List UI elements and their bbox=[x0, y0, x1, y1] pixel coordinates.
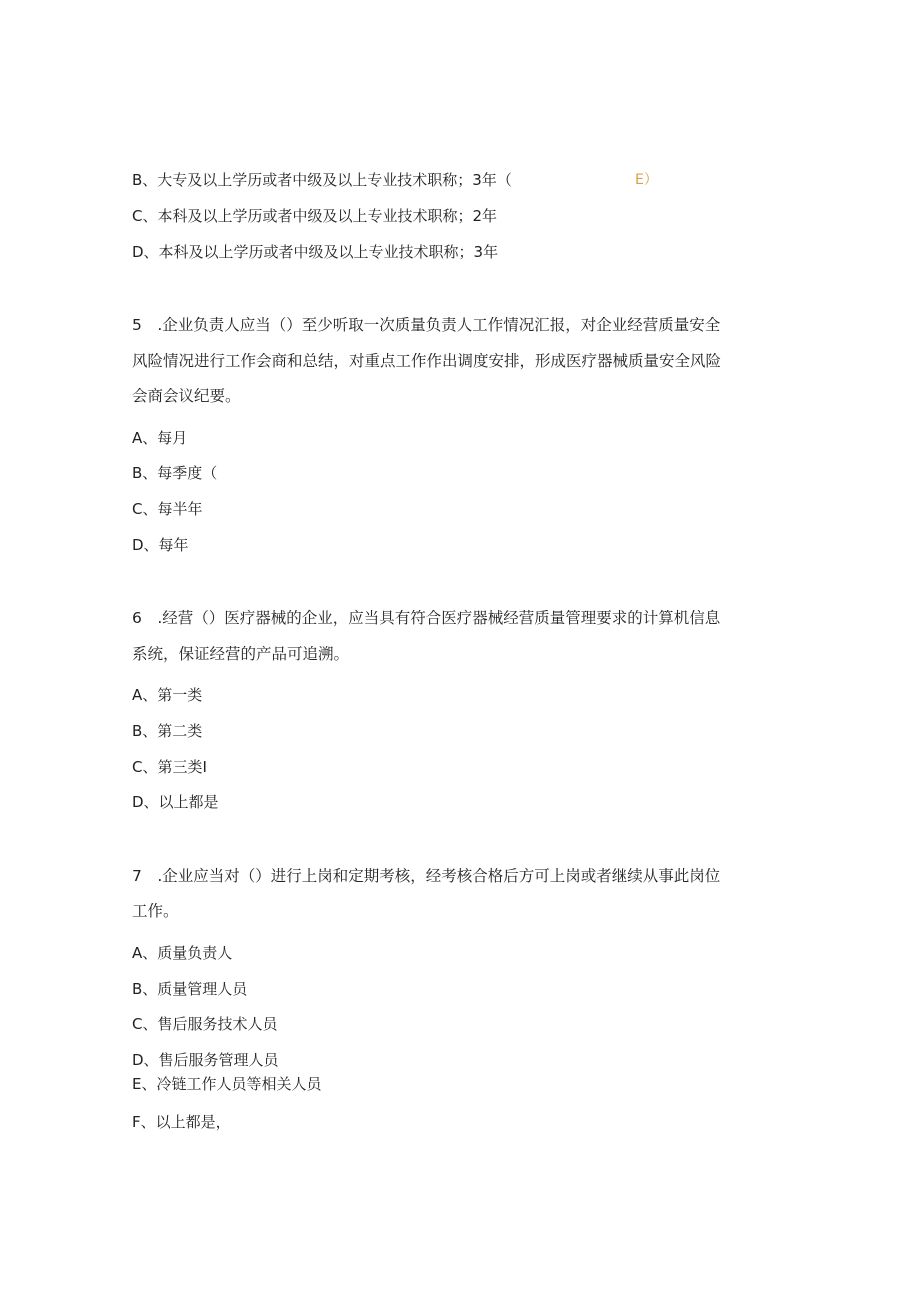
q5-option-d: D、每年 bbox=[132, 536, 189, 554]
answer-mark: E） bbox=[635, 172, 658, 188]
q6-option-d: D、以上都是 bbox=[132, 793, 219, 811]
q6-option-a: A、第一类 bbox=[132, 686, 203, 704]
q7-text-line-2: 工作。 bbox=[132, 902, 179, 920]
prev-option-b: B、大专及以上学历或者中级及以上专业技术职称；3年（ bbox=[132, 171, 512, 189]
prev-option-d: D、本科及以上学历或者中级及以上专业技术职称；3年 bbox=[132, 243, 499, 261]
q7-option-a: A、质量负责人 bbox=[132, 944, 233, 962]
q7-option-d: D、售后服务管理人员 bbox=[132, 1051, 279, 1069]
q5-text-line-1: 5 .企业负责人应当（）至少听取一次质量负责人工作情况汇报，对企业经营质量安全 bbox=[132, 316, 721, 334]
q7-option-c: C、售后服务技术人员 bbox=[132, 1015, 278, 1033]
q6-option-b: B、第二类 bbox=[132, 722, 203, 740]
q7-option-f: F、以上都是， bbox=[132, 1113, 231, 1131]
q6-option-c: C、第三类I bbox=[132, 758, 207, 776]
q5-option-b: B、每季度（ bbox=[132, 464, 218, 482]
prev-option-c: C、本科及以上学历或者中级及以上专业技术职称；2年 bbox=[132, 207, 498, 225]
q7-option-e: E、冷链工作人员等相关人员 bbox=[132, 1075, 322, 1093]
q5-option-a: A、每月 bbox=[132, 429, 188, 447]
q7-option-b: B、质量管理人员 bbox=[132, 980, 248, 998]
q6-text-line-1: 6 .经营（）医疗器械的企业，应当具有符合医疗器械经营质量管理要求的计算机信息 bbox=[132, 609, 721, 627]
q6-text-line-2: 系统，保证经营的产品可追溯。 bbox=[132, 645, 350, 663]
q7-text-line-1: 7 .企业应当对（）进行上岗和定期考核，经考核合格后方可上岗或者继续从事此岗位 bbox=[132, 867, 721, 885]
q5-text-line-3: 会商会议纪要。 bbox=[132, 387, 241, 405]
q5-text-line-2: 风险情况进行工作会商和总结，对重点工作作出调度安排，形成医疗器械质量安全风险 bbox=[132, 352, 722, 370]
q5-option-c: C、每半年 bbox=[132, 500, 203, 518]
